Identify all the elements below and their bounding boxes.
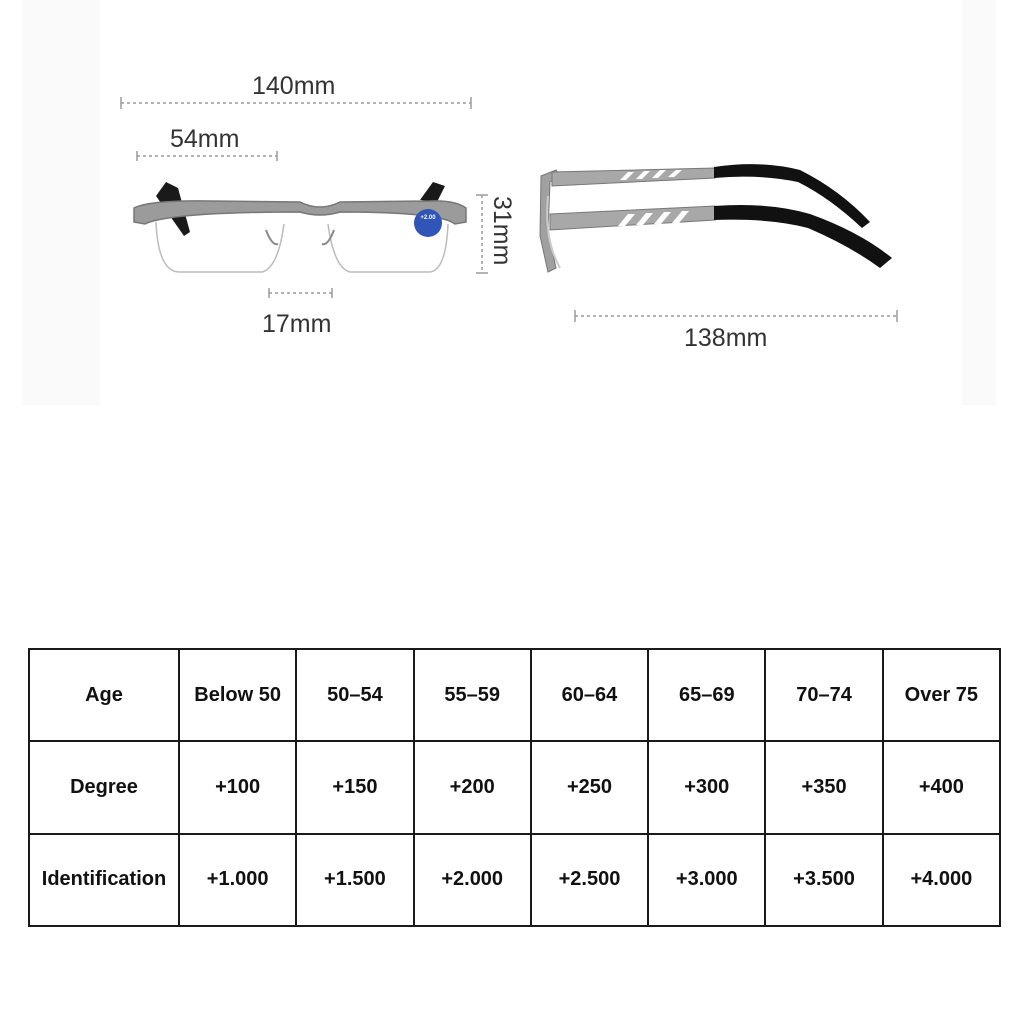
table-cell: +3.000 [648,834,765,926]
lower-temple-arm [550,206,715,230]
table-cell: +350 [765,741,882,833]
table-cell: +2.000 [414,834,531,926]
reading-strength-table [28,648,1001,927]
lens-width-label: 54mm [170,125,240,153]
table-cell: 60–64 [531,649,648,741]
row-header-identification: Identification [29,834,179,926]
left-lens-outline [156,222,284,272]
table-cell: Over 75 [883,649,1000,741]
table-cell: 70–74 [765,649,882,741]
total-width-label: 140mm [252,72,336,100]
table-cell: +150 [296,741,413,833]
table-row-age [29,649,1000,741]
table-cell: +200 [414,741,531,833]
table-cell: Below 50 [179,649,296,741]
table-cell: +4.000 [883,834,1000,926]
glasses-front-view [134,182,466,272]
lens-height-label: 31mm [488,196,516,266]
strength-table [28,648,1001,927]
table-row-identification [29,834,1000,926]
table-cell: +300 [648,741,765,833]
table-cell: +400 [883,741,1000,833]
table-cell: +1.000 [179,834,296,926]
table-cell: +1.500 [296,834,413,926]
table-cell: 55–59 [414,649,531,741]
right-nose-pad [322,230,334,244]
lower-temple-tip [714,205,892,268]
table-row-degree [29,741,1000,833]
row-header-degree: Degree [29,741,179,833]
lens-power-badge [414,209,442,237]
glasses-side-view [540,164,892,272]
row-header-age: Age [29,649,179,741]
lens-power-badge-text: +2.00 [420,215,436,221]
table-cell: 65–69 [648,649,765,741]
temple-length-label: 138mm [684,324,768,352]
table-cell: 50–54 [296,649,413,741]
table-cell: +2.500 [531,834,648,926]
table-cell: +100 [179,741,296,833]
right-temple-tip [420,182,445,202]
table-cell: +250 [531,741,648,833]
left-nose-pad [266,230,278,244]
table-cell: +3.500 [765,834,882,926]
bridge-label: 17mm [262,310,332,338]
upper-temple-arm [552,168,715,186]
